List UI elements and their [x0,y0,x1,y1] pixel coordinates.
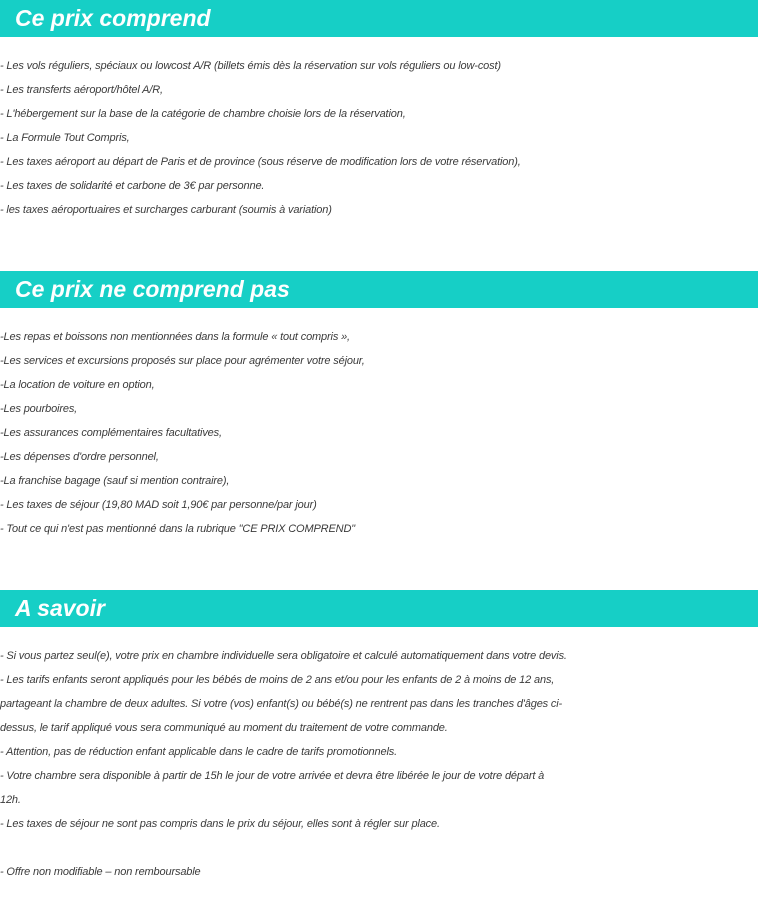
section-header-band [0,0,758,37]
tips-line: - Offre non modifiable – non remboursable [0,866,201,878]
includes-line: - La Formule Tout Compris, [0,132,130,144]
section-price-excludes [0,271,758,535]
includes-line: - L'hébergement sur la base de la catégorie de chambre choisie lors de la réservation, [0,108,406,120]
excludes-line: -Les pourboires, [0,403,78,415]
includes-line: - Les vols réguliers, spéciaux ou lowcost A/R (billets émis dès la réservation sur vols réguliers ou low-cost) [0,60,501,72]
section-header-band [0,271,758,308]
excludes-line: - Tout ce qui n'est pas mentionné dans la rubrique "CE PRIX COMPREND" [0,523,355,535]
tips-line: - Votre chambre sera disponible à partir de 15h le jour de votre arrivée et devra être libérée le jour de votre départ à [0,770,545,782]
tips-line: - Si vous partez seul(e), votre prix en chambre individuelle sera obligatoire et calculé automatiquement dans votre devis. [0,650,567,662]
includes-line: - les taxes aéroportuaires et surcharges carburant (soumis à variation) [0,204,332,216]
includes-line: - Les taxes de solidarité et carbone de 3€ par personne. [0,180,265,192]
section-price-includes [0,0,758,216]
tips-line: - Les taxes de séjour ne sont pas compris dans le prix du séjour, elles sont à régler sur place. [0,818,440,830]
tips-line: - Les tarifs enfants seront appliqués pour les bébés de moins de 2 ans et/ou pour les enfants de 2 à moins de 12 ans, [0,674,555,686]
section-title: Ce prix comprend [15,5,211,31]
section-title: Ce prix ne comprend pas [15,276,290,302]
excludes-list [0,325,758,541]
tips-line: dessus, le tarif appliqué vous sera communiqué au moment du traitement de votre commande. [0,722,448,734]
tips-blank-line [0,836,758,860]
excludes-line: -Les dépenses d'ordre personnel, [0,451,159,463]
excludes-line: -Les assurances complémentaires facultatives, [0,427,222,439]
includes-line: - Les transferts aéroport/hôtel A/R, [0,84,163,96]
excludes-line: - Les taxes de séjour (19,80 MAD soit 1,90€ par personne/par jour) [0,499,317,511]
includes-line: - Les taxes aéroport au départ de Paris et de province (sous réserve de modification lors de votre réservation), [0,156,521,168]
section-good-to-know [0,590,758,878]
excludes-line: -La location de voiture en option, [0,379,155,391]
includes-list [0,54,758,222]
excludes-line: -Les services et excursions proposés sur place pour agrémenter votre séjour, [0,355,365,367]
tips-line: partageant la chambre de deux adultes. Si votre (vos) enfant(s) ou bébé(s) ne rentrent pas dans les tranches d'âges ci- [0,698,563,710]
excludes-line: -Les repas et boissons non mentionnées dans la formule « tout compris », [0,331,350,343]
tips-line: - Attention, pas de réduction enfant applicable dans le cadre de tarifs promotionnels. [0,746,398,758]
section-header-band [0,590,758,627]
excludes-line: -La franchise bagage (sauf si mention contraire), [0,475,230,487]
tips-line: 12h. [0,794,21,806]
tips-list [0,644,758,884]
section-title: A savoir [15,595,105,621]
